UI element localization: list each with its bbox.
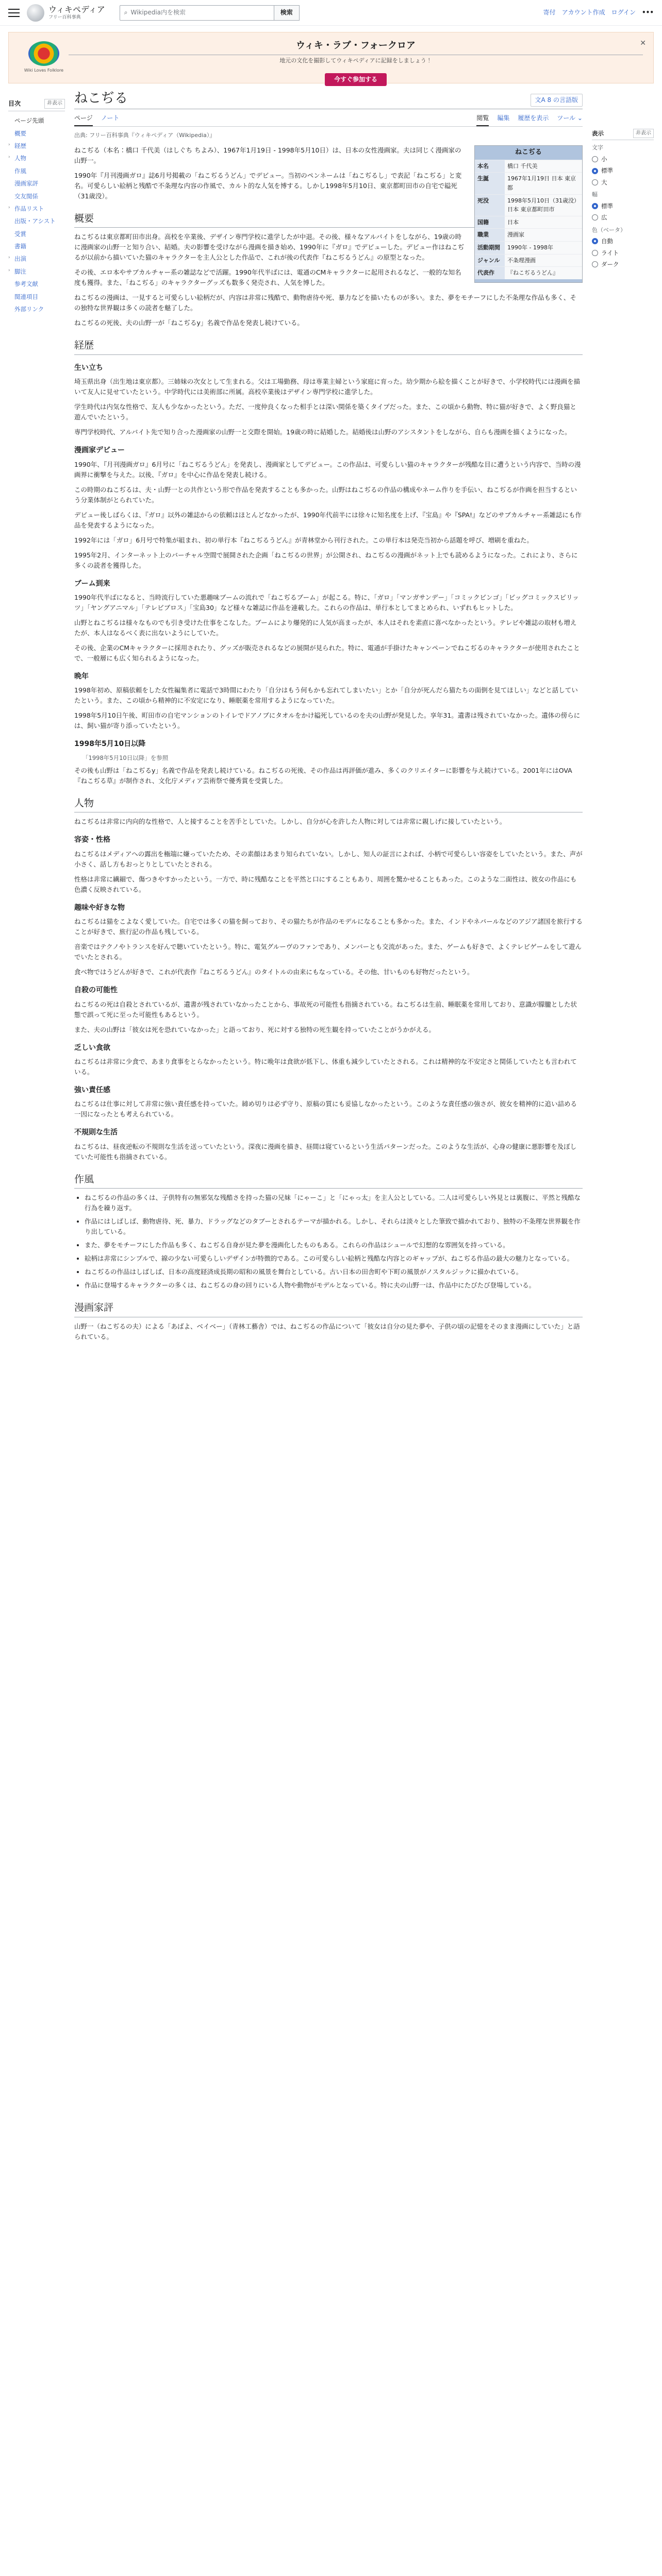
toc-item-label[interactable]: 書籍 xyxy=(14,243,26,250)
paragraph: その後も山野は「ねこぢるy」名義で作品を発表し続けている。ねこぢるの死後、その作品は再評価が進み、多くのクリエイターに影響を与え続けている。2001年にはOVA『ねこぢる草』が制作され、文化庁メディア芸術祭で優秀賞を受賞した。 xyxy=(74,767,572,785)
chevron-right-icon[interactable]: › xyxy=(8,205,10,210)
chevron-right-icon[interactable] xyxy=(8,279,12,289)
chevron-right-icon[interactable]: › xyxy=(8,255,10,261)
chevron-right-icon[interactable] xyxy=(8,292,12,301)
section-heading xyxy=(74,1084,583,1096)
section-heading xyxy=(74,578,583,589)
paragraph: 1990年、『月刊漫画ガロ』6月号に「ねこぢるうどん」を発表し、漫画家としてデビュー。この作品は、可愛らしい猫のキャラクターが残酷な目に遭うという内容で、当時の漫画界に衝撃を与えた。以後、『ガロ』を中心に作品を発表し続ける。 xyxy=(74,460,581,479)
paragraph: 山野一（ねこぢるの夫）による「あばよ、ベイベー」（青林工藝舎）では、ねこぢるの作品について「彼女は自分の見た夢や、子供の頃の記憶をそのまま漫画にしていた」と語られている。 xyxy=(74,1322,580,1341)
logo-title: ウィキペディア xyxy=(48,5,105,15)
radio-icon[interactable] xyxy=(592,203,598,209)
toc-item[interactable] xyxy=(8,202,65,215)
infobox-row xyxy=(475,194,582,216)
list-item: • ねこぢるの作品の多くは、子供特有の無邪気な残酷さを持った猫の兄妹「にゃーこ」と「にゃっ太」を主人公としている。二人は可愛らしい外見とは裏腹に、平然と残酷な行為を繰り返す。 xyxy=(85,1193,583,1213)
paragraph: ねこぢるはメディアへの露出を極端に嫌っていたため、その素顔はあまり知られていない。しかし、知人の証言によれば、小柄で可愛らしい容姿をしていたという。また、声が小さく、話し方もおっとりとしていたとされる。 xyxy=(74,850,583,868)
section-heading-text: 容姿・性格 xyxy=(74,836,110,844)
toc-item-label[interactable]: 関連項目 xyxy=(14,293,38,300)
paragraph: 学生時代は内気な性格で、友人も少なかったという。ただ、一度仲良くなった相手とは深い関係を築くタイプだった。また、この頃から動物、特に猫が好きで、よく野良猫と遊んでいたという。 xyxy=(74,403,576,421)
section-heading-text: 強い責任感 xyxy=(74,1086,110,1095)
toc-item-label[interactable]: 交友関係 xyxy=(14,192,38,200)
radio-option[interactable] xyxy=(592,213,654,222)
paragraph: ねこぢるは猫をこよなく愛していた。自宅では多くの猫を飼っており、その猫たちが作品のモデルになることも多かった。また、インドやネパールなどのアジア諸国を旅行することが好きで、旅行記の作品も残している。 xyxy=(74,918,583,936)
tab-talk[interactable]: ノート xyxy=(101,114,120,122)
radio-label: ライト xyxy=(601,249,619,257)
radio-icon[interactable] xyxy=(592,261,598,267)
section-heading xyxy=(74,834,583,845)
create-account-link[interactable]: アカウント作成 xyxy=(561,8,605,16)
search-placeholder: Wikipedia内を検索 xyxy=(130,8,186,16)
infobox-title: ねこぢる xyxy=(475,146,582,160)
paragraph: 音楽ではテクノやトランスを好んで聴いていたという。特に、電気グルーヴのファンであり、メンバーとも交流があった。また、ゲームも好きで、よくテレビゲームをして遊んでいたとされる。 xyxy=(74,943,582,961)
radio-label: 大 xyxy=(601,178,607,186)
infobox-value: 1990年 - 1998年 xyxy=(505,241,582,254)
paragraph: ねこぢるは非常に少食で、あまり食事をとらなかったという。特に晩年は食欲が低下し、体重も減少していたとされる。これは精神的な不安定さと関係していたとも言われている。 xyxy=(74,1058,577,1076)
language-button[interactable]: 文A 8 の言語版 xyxy=(531,94,583,107)
toc-item[interactable] xyxy=(8,177,65,190)
radio-option[interactable] xyxy=(592,201,654,211)
campaign-banner xyxy=(8,32,654,83)
banner-join-button[interactable]: 今すぐ参加する xyxy=(325,73,387,86)
infobox-key: 国籍 xyxy=(475,216,505,229)
width-label: 幅 xyxy=(592,191,598,198)
radio-icon[interactable] xyxy=(592,179,598,185)
section-heading-text: 作風 xyxy=(74,1173,94,1185)
toc-item[interactable] xyxy=(8,303,65,315)
radio-icon[interactable] xyxy=(592,238,598,244)
radio-label: 自動 xyxy=(601,238,613,245)
paragraph: その後、企業のCMキャラクターに採用されたり、グッズが販売されるなどの展開が見られた。特に、電通が手掛けたキャンペーンでねこぢるのキャラクターが使用されたことで、一般層にも広く知られるようになった。 xyxy=(74,643,580,662)
main-menu-icon[interactable] xyxy=(8,9,20,17)
toc-item[interactable] xyxy=(8,152,65,164)
infobox-row xyxy=(475,173,582,194)
appearance-heading: 表示 xyxy=(592,130,604,137)
toc-item-label[interactable]: 参考文献 xyxy=(14,280,38,288)
radio-label: 小 xyxy=(601,155,607,163)
paragraph: 埼玉県出身（出生地は東京都）。三姉妹の次女として生まれる。父は工場勤務、母は専業主婦という家庭に育った。幼少期から絵を描くことが好きで、小学校時代には漫画を描いて友人に見せていたという。中学時代には美術部に所属。高校卒業後はデザイン専門学校に進学した。 xyxy=(74,378,581,396)
radio-option[interactable] xyxy=(592,236,654,246)
infobox-value: 1998年5月10日（31歳没）日本 東京都町田市 xyxy=(505,194,582,216)
infobox-row xyxy=(475,216,582,229)
banner-text: 地元の文化を撮影してウィキペディアに記録をしましょう！ xyxy=(279,57,432,64)
article-sections xyxy=(74,211,583,1342)
section-heading xyxy=(74,445,583,456)
toc-item-label[interactable]: 脚注 xyxy=(14,267,26,275)
paragraph: ねこぢるは、昼夜逆転の不規則な生活を送っていたという。深夜に漫画を描き、昼間は寝ているという生活パターンだった。このような生活が、心身の健康に悪影響を及ぼしていた可能性も指摘されている。 xyxy=(74,1142,577,1161)
toc-item[interactable] xyxy=(8,127,65,140)
main-content xyxy=(65,83,592,1347)
toc-item[interactable] xyxy=(8,240,65,252)
section-heading-text: 漫画家デビュー xyxy=(74,446,125,455)
toc-item[interactable] xyxy=(8,252,65,265)
tab-article[interactable]: ページ xyxy=(74,111,93,126)
section-heading-text: 経歴 xyxy=(74,340,94,351)
radio-icon[interactable] xyxy=(592,168,598,174)
infobox-row xyxy=(475,229,582,242)
section-heading-text: 趣味や好きな物 xyxy=(74,903,125,912)
section-heading xyxy=(74,362,583,374)
paragraph: ねこぢるは仕事に対して非常に強い責任感を持っていた。締め切りは必ず守り、原稿の質にも妥協しなかったという。このような責任感の強さが、彼女を精神的に追い詰める一因になったとも考えられている。 xyxy=(74,1100,577,1118)
paragraph: ねこぢるの漫画は、一見すると可愛らしい絵柄だが、内容は非常に残酷で、動物虐待や死、暴力などを描いたものが多い。また、夢をモチーフにした不条理な作品も多く、その独特な世界観は多くの読者を魅了した。 xyxy=(74,294,576,312)
list-item: • また、夢をモチーフにした作品も多く、ねこぢる自身が見た夢を漫画化したものもある。これらの作品はシュールで幻想的な雰囲気を持っている。 xyxy=(85,1240,583,1250)
chevron-right-icon[interactable]: › xyxy=(8,267,10,273)
radio-icon[interactable] xyxy=(592,156,598,162)
toc-item[interactable] xyxy=(8,114,65,127)
infobox-value: 不条理漫画 xyxy=(505,254,582,267)
paragraph: ねこぢるは非常に内向的な性格で、人と接することを苦手としていた。しかし、自分が心を許した人物に対しては非常に親しげに接していたという。 xyxy=(74,818,506,826)
chevron-right-icon[interactable] xyxy=(8,216,12,226)
section-heading-text: 晩年 xyxy=(74,672,89,681)
search-icon: ⌕ xyxy=(124,8,128,16)
toc-item[interactable] xyxy=(8,190,65,202)
radio-label: ダーク xyxy=(601,260,619,268)
paragraph: その後、エロ本やサブカルチャー系の雑誌などで活躍。1990年代半ばには、電通のCMキャラクターに起用されるなど、一般的な知名度も獲得。また、「ねこぢる」のキャラクターグッズも数多く発売され、人気を博した。 xyxy=(74,268,461,287)
section-heading xyxy=(74,1300,583,1317)
toc-item[interactable] xyxy=(8,278,65,290)
toc-item-label[interactable]: 経歴 xyxy=(14,142,26,149)
section-heading-text: 漫画家評 xyxy=(74,1302,114,1314)
radio-icon[interactable] xyxy=(592,214,598,221)
paragraph: ねこぢるは東京都町田市出身。高校を卒業後、デザイン専門学校に進学したが中退。その後、様々なアルバイトをしながら、19歳の時に漫画家の山野一と知り合い、結婚。夫の影響を受けながら漫画を描き始め、1990年に『ガロ』でデビューした。デビュー作はねこぢるが以前から描いていた猫のキャラクターを主人公とした作品で、これが後の代表作『ねこぢるうどん』の原型となった。 xyxy=(74,233,465,262)
infobox-value: 橋口 千代美 xyxy=(505,160,582,173)
toc-item-label[interactable]: 作風 xyxy=(14,167,26,175)
article-body xyxy=(74,145,583,1342)
radio-option[interactable] xyxy=(592,248,654,258)
section-heading xyxy=(74,1127,583,1138)
list-item: • 作品に登場するキャラクターの多くは、ねこぢるの身の回りにいる人物や動物がモデルとなっている。特に夫の山野一は、作品中にたびたび登場している。 xyxy=(85,1280,583,1291)
radio-label: 標準 xyxy=(601,202,613,210)
chevron-right-icon[interactable]: › xyxy=(8,142,10,147)
folklore-logo-icon xyxy=(28,41,59,66)
chevron-right-icon[interactable] xyxy=(8,242,12,251)
search-button[interactable]: 検索 xyxy=(274,5,300,21)
toc-item-label[interactable]: 出版・アシスト xyxy=(14,217,56,225)
paragraph: 1998年初め、原稿依頼をした女性編集者に電話で3時間にわたり「自分はもう何もかも忘れてしまいたい」とか「自分が死んだら猫たちの面倒を見てほしい」などと話していたという。また、この頃から精神的に不安定になり、睡眠薬を常用するようになっていた。 xyxy=(74,686,578,705)
section-heading-text: ブーム到来 xyxy=(74,579,110,588)
toc-item[interactable] xyxy=(8,165,65,177)
tab-history[interactable]: 履歴を表示 xyxy=(518,114,549,122)
section-heading-text: 自殺の可能性 xyxy=(74,986,118,995)
paragraph: 性格は非常に繊細で、傷つきやすかったという。一方で、時に残酷なことを平然と口にすることもあり、周囲を驚かせることもあった。このような二面性は、彼女の作品にも色濃く反映されている。 xyxy=(74,875,577,893)
infobox-table xyxy=(475,160,582,279)
paragraph: 1995年2月、インターネット上のバーチャル空間で展開された企画「ねこぢるの世界」が公開され、ねこぢるの漫画がネット上でも読めるようになった。これにより、さらに多くの読者を獲得した。 xyxy=(74,551,578,569)
toc-item-label[interactable]: 出演 xyxy=(14,255,26,263)
paragraph: デビュー後しばらくは、『ガロ』以外の雑誌からの依頼はほとんどなかったが、1990年代前半には徐々に知名度を上げ、『宝島』や『SPA!』などのサブカルチャー系雑誌にも作品を発表するようになった。 xyxy=(74,511,582,529)
section-heading xyxy=(74,1172,583,1189)
toc-list xyxy=(8,114,65,315)
infobox-key: ジャンル xyxy=(475,254,505,267)
toc-item-label[interactable]: 作品リスト xyxy=(14,205,44,212)
toc-item[interactable] xyxy=(8,215,65,227)
tab-tools[interactable]: ツール ⌄ xyxy=(557,114,583,122)
list-item: • ねこぢるの作品はしばしば、日本の高度経済成長期の昭和の風景を舞台としている。古い日本の田舎町や下町の風景がノスタルジックに描かれている。 xyxy=(85,1267,583,1277)
section-heading xyxy=(74,902,583,913)
infobox-row xyxy=(475,267,582,279)
chevron-right-icon[interactable] xyxy=(8,129,12,138)
paragraph: 1990年代半ばになると、当時流行していた悪趣味ブームの流れで「ねこぢるブーム」が起こる。特に、「ガロ」「マンガサンデー」「コミックビンゴ」「ビッグコミックスピリッツ」「ヤングアニマル」「テレビブロス」「宝島30」など様々な雑誌に作品を連載した。これらの作品は、単行本としてまとめられ、いずれもヒットした。 xyxy=(74,593,579,612)
infobox-key: 本名 xyxy=(475,160,505,173)
bullet-list xyxy=(85,1193,583,1291)
paragraph: この時期のねこぢるは、夫・山野一との共作という形で作品を発表することも多かった。山野はねこぢるの作品の構成やネーム作りを手伝い、ねこぢるが作画を担当するという分業体制がとられていた。 xyxy=(74,485,577,504)
chevron-right-icon[interactable] xyxy=(8,304,12,314)
section-heading-text: 乏しい食欲 xyxy=(74,1043,110,1052)
chevron-right-icon[interactable] xyxy=(8,166,12,176)
login-link[interactable]: ログイン xyxy=(611,8,636,16)
toc-item-label[interactable]: 受賞 xyxy=(14,230,26,238)
toc-heading: 目次 xyxy=(8,100,21,107)
table-of-contents xyxy=(8,83,65,1347)
wikipedia-logo[interactable] xyxy=(27,4,105,22)
section-heading-text: 生い立ち xyxy=(74,363,103,372)
page-title: ねこぢる xyxy=(74,91,128,106)
more-options-icon[interactable]: ••• xyxy=(641,8,654,16)
section-heading-text: 人物 xyxy=(74,798,94,809)
paragraph: ねこぢるの死後、夫の山野一が「ねこぢるy」名義で作品を発表し続けている。 xyxy=(74,319,304,327)
page-tabs xyxy=(74,111,583,127)
toc-item-label[interactable]: 概要 xyxy=(14,129,26,137)
paragraph: 食べ物ではうどんが好きで、これが代表作『ねこぢるうどん』のタイトルの由来にもなっている。その他、甘いものも好物だったという。 xyxy=(74,968,474,976)
from-line: 出典: フリー百科事典『ウィキペディア（Wikipedia）』 xyxy=(74,132,216,139)
section-heading-text: 不規則な生活 xyxy=(74,1128,118,1137)
radio-label: 広 xyxy=(601,214,607,222)
paragraph: また、夫の山野は「彼女は死を恐れていなかった」と語っており、死に対する独特の死生観を持っていたことがうかがえる。 xyxy=(74,1025,436,1033)
radio-option[interactable] xyxy=(592,260,654,269)
paragraph: 1992年には「ガロ」6月号で特集が組まれ、初の単行本『ねこぢるうどん』が青林堂から刊行された。この単行本は発売当初から話題を呼び、増刷を重ねた。 xyxy=(74,536,534,544)
paragraph: 1998年5月10日午後、町田市の自宅マンションのトイレでドアノブにタオルをかけ縊死しているのを夫の山野が発見した。享年31。遺書は残されていなかった。遺体の傍らには、飼い猫が寄り添っていたという。 xyxy=(74,711,581,730)
radio-option[interactable] xyxy=(592,155,654,164)
radio-label: 標準 xyxy=(601,167,613,175)
toc-item[interactable] xyxy=(8,228,65,240)
chevron-right-icon[interactable] xyxy=(8,229,12,239)
infobox-value: 1967年1月19日 日本 東京都 xyxy=(505,173,582,194)
logo-subtitle: フリー百科事典 xyxy=(48,14,81,20)
toc-item-label[interactable]: 人物 xyxy=(14,155,26,162)
radio-option[interactable] xyxy=(592,166,654,175)
infobox-value: 漫画家 xyxy=(505,229,582,242)
search-input[interactable] xyxy=(120,5,274,21)
section-heading-text: 概要 xyxy=(74,212,94,224)
infobox-row xyxy=(475,241,582,254)
tab-edit[interactable]: 編集 xyxy=(497,114,510,122)
infobox-value: 『ねこぢるうどん』 xyxy=(505,267,582,279)
list-item: • 作品にはしばしば、動物虐待、死、暴力、ドラッグなどのタブーとされるテーマが描かれる。しかし、それらは淡々とした筆致で描かれており、独特の不条理な世界観を作り出している。 xyxy=(85,1216,583,1237)
infobox-key: 職業 xyxy=(475,229,505,242)
section-heading xyxy=(74,795,583,812)
infobox xyxy=(474,145,583,283)
hatnote: 「1998年5月10日以降」を参照 xyxy=(82,754,169,761)
infobox-key: 死没 xyxy=(475,194,505,216)
section-heading xyxy=(74,985,583,996)
user-links xyxy=(543,8,654,18)
tab-read[interactable]: 閲覧 xyxy=(476,111,489,126)
radio-option[interactable] xyxy=(592,178,654,187)
infobox-key: 生誕 xyxy=(475,173,505,194)
site-header xyxy=(0,0,662,26)
banner-title: ウィキ・ラブ・フォークロア xyxy=(69,39,643,55)
section-heading xyxy=(74,1042,583,1054)
donate-link[interactable]: 寄付 xyxy=(543,8,556,16)
section-heading xyxy=(74,738,583,750)
infobox-value: 日本 xyxy=(505,216,582,229)
lead-paragraph-1: ねこぢる（本名：橋口 千代美（はしぐち ちよみ）、1967年1月19日 - 1998年5月10日）は、日本の女性漫画家。夫は同じく漫画家の山野一。 xyxy=(74,146,461,164)
chevron-right-icon[interactable] xyxy=(8,179,12,188)
infobox-row xyxy=(475,254,582,267)
section-heading xyxy=(74,671,583,682)
infobox-row xyxy=(475,160,582,173)
appearance-panel xyxy=(592,83,654,1347)
section-heading-text: 1998年5月10日以降 xyxy=(74,740,146,749)
chevron-right-icon[interactable] xyxy=(8,192,12,201)
chevron-right-icon[interactable]: › xyxy=(8,155,10,160)
list-item: • 絵柄は非常にシンプルで、線の少ない可愛らしいデザインが特徴的である。この可愛らしい絵柄と残酷な内容とのギャップが、ねこぢる作品の最大の魅力となっている。 xyxy=(85,1253,583,1264)
paragraph: 専門学校時代、アルバイト先で知り合った漫画家の山野一と交際を開始。19歳の時に結婚した。結婚後は山野のアシスタントをしながら、自らも漫画を描くようになった。 xyxy=(74,428,571,436)
toc-item[interactable] xyxy=(8,265,65,278)
infobox-key: 代表作 xyxy=(475,267,505,279)
toc-item-label[interactable]: 外部リンク xyxy=(14,306,44,313)
radio-icon[interactable] xyxy=(592,250,598,256)
toc-item-label[interactable]: 漫画家評 xyxy=(14,180,38,188)
toc-hide-button[interactable]: 非表示 xyxy=(44,99,65,109)
infobox-key: 活動期間 xyxy=(475,241,505,254)
paragraph: 山野とねこぢるは様々なものでも引き受けた仕事をこなした。ブームにより爆発的に人気が高まったが、本人はそれを素直に喜べなかったという。テレビや雑誌の取材も増えたが、本人はなるべく表に出ないようにしていた。 xyxy=(74,618,577,637)
lead-paragraph-2: 1990年『月刊漫画ガロ』誌6月号掲載の「ねこぢるうどん」でデビュー。当初のペンネームは「ねこぢるし」で表記「ねこぢる」と変名。可愛らしい絵柄と残酷で不条理な内容の作風で、カルト的な人気を博する。しかし1998年5月10日、東京都町田市の自宅で縊死（31歳没）。 xyxy=(74,171,462,200)
paragraph: ねこぢるの死は自殺とされているが、遺書が残されていなかったことから、事故死の可能性も指摘されている。ねこぢるは生前、睡眠薬を常用しており、意識が朦朧とした状態で誤って死に至った可能性もあるという。 xyxy=(74,1000,577,1019)
color-label: 色（ベータ） xyxy=(592,226,626,233)
chevron-right-icon[interactable] xyxy=(8,116,12,125)
toc-item[interactable] xyxy=(8,291,65,303)
wikipedia-globe-icon xyxy=(27,4,44,22)
toc-item[interactable] xyxy=(8,140,65,152)
toc-item-label[interactable]: ページ先頭 xyxy=(14,117,44,125)
banner-logo-caption: Wiki Loves Folklore xyxy=(24,68,64,73)
section-heading xyxy=(74,337,583,354)
search-form xyxy=(120,5,300,21)
appearance-hide-button[interactable]: 非表示 xyxy=(633,129,654,138)
text-size-label: 文字 xyxy=(592,144,603,151)
banner-close-icon[interactable]: ✕ xyxy=(640,39,646,47)
banner-logo xyxy=(19,38,69,77)
